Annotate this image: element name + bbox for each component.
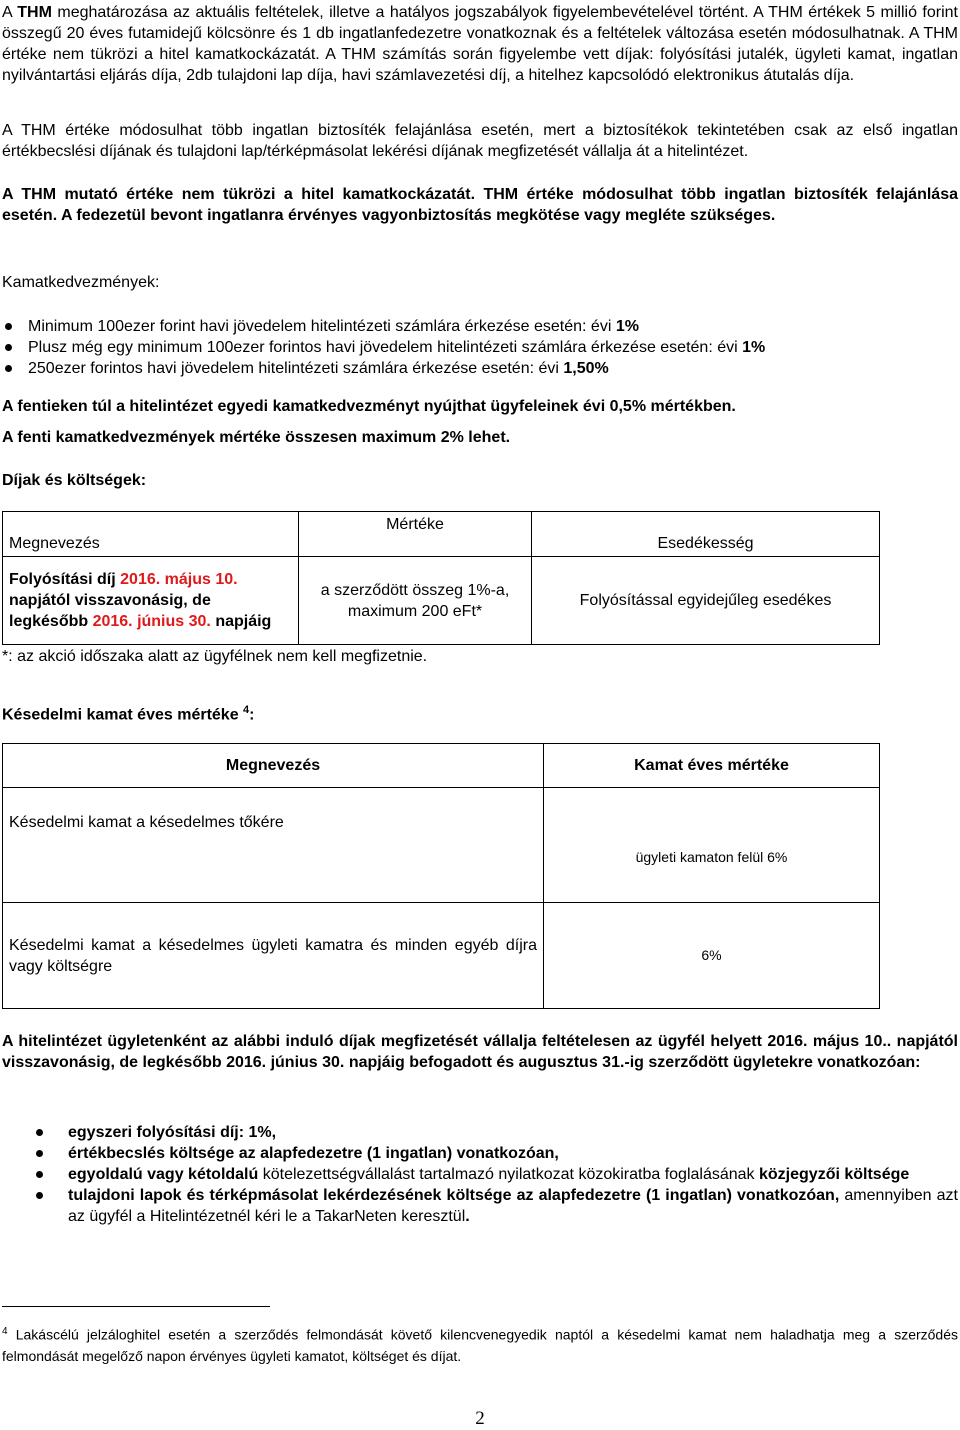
fees-heading: Díjak és költségek: <box>2 472 147 489</box>
list-item: tulajdoni lapok és térképmásolat lekérdezésének költsége az alapfedezetre (1 ingatlan) vonatkozóan, amennyiben azt az ügyfél a Hitelintézetnél kéri le a TakarNeten keresztül. <box>2 1185 958 1227</box>
table-row <box>3 903 880 1009</box>
list-item: Minimum 100ezer forint havi jövedelem hitelintézeti számlára érkezése esetén: évi 1% <box>2 316 958 337</box>
table-row <box>3 557 880 645</box>
footnote-divider <box>2 1306 270 1307</box>
table-header-row <box>3 512 880 557</box>
fee-due-cell: Folyósítással egyidejűleg esedékes <box>532 557 880 645</box>
list-item: értékbecslés költsége az alapfedezetre (1 ingatlan) vonatkozóan, <box>2 1143 958 1164</box>
bank-pays-list <box>2 1122 958 1227</box>
discount-note-maximum: A fenti kamatkedvezmények mértéke összesen maximum 2% lehet. <box>2 429 511 446</box>
thm-paragraph: A THM meghatározása az aktuális feltételek, illetve a hatályos jogszabályok figyelembevételével történt. A THM értékek 5 millió forint összegű 20 éves futamidejű kölcsönre és 1 db ingatlanfedezetre vonatkoznak és a feltételek változása esetén módosulhatnak. A THM értéke nem tükrözi a hitel kamatkockázatát. A THM számítás során figyelembe vett díjak: folyósítási jutalék, ügyleti kamat, ingatlan nyilvántartási eljárás díja, 2db tulajdoni lap díja, havi számlavezetési díj, a hitelhez kapcsolódó elektronikus átutalás díja. <box>2 4 958 84</box>
column-header-name: Megnevezés <box>3 512 299 557</box>
fee-rate-cell: a szerződött összeg 1%-a, maximum 200 eFt* <box>299 557 532 645</box>
fees-footnote: *: az akció időszaka alatt az ügyfélnek nem kell megfizetnie. <box>2 648 428 665</box>
late-name-cell: Késedelmi kamat a késedelmes tőkére <box>3 788 544 903</box>
late-interest-table <box>2 743 880 1009</box>
bank-pays-intro: A hitelintézet ügyletenként az alábbi induló díjak megfizetését vállalja feltételesen az ügyfél helyett 2016. május 10.. napjától visszavonásig, de legkésőbb 2016. június 30. napjáig befogadott és augusztus 31.-ig szerződött ügyletekre vonatkozóan: <box>2 1033 958 1071</box>
list-item: Plusz még egy minimum 100ezer forintos havi jövedelem hitelintézeti számlára érkezése esetén: évi 1% <box>2 337 958 358</box>
column-header-rate: Kamat éves mértéke <box>544 744 880 788</box>
thm-bold-notice: A THM mutató értéke nem tükrözi a hitel kamatkockázatát. THM értéke módosulhat több ingatlan biztosíték felajánlása esetén. A fedezetül bevont ingatlanra érvényes vagyonbiztosítás megkötése vagy megléte szükséges. <box>2 186 958 224</box>
late-interest-heading: Késedelmi kamat éves mértéke $^4$: <box>2 704 255 724</box>
fees-table <box>2 511 880 645</box>
column-header-due: Esedékesség <box>532 512 880 557</box>
discounts-heading: Kamatkedvezmények: <box>2 274 160 291</box>
discount-note-individual: A fentieken túl a hitelintézet egyedi kamatkedvezményt nyújthat ügyfeleinek évi 0,5% mértékben. <box>2 398 736 415</box>
footnote-4: $^4$ Lakáscélú jelzáloghitel esetén a szerződés felmondását követő kilencvenegyedik naptól a késedelmi kamat nem haladhatja meg a szerződés felmondását megelőző napon érvényes ügyleti kamatot, költséget és díjat. <box>2 1326 958 1364</box>
list-item: 250ezer forintos havi jövedelem hitelintézeti számlára érkezése esetén: évi 1,50% <box>2 358 958 379</box>
page-number: 2 <box>475 1408 485 1429</box>
fee-name-cell: Folyósítási díj 2016. május 10. napjától visszavonásig, de legkésőbb 2016. június 30. napjáig <box>3 557 299 645</box>
list-item: egyszeri folyósítási díj: 1%, <box>2 1122 958 1143</box>
table-header-row <box>3 744 880 788</box>
table-row <box>3 788 880 903</box>
late-rate-cell: ügyleti kamaton felül 6% <box>544 788 880 903</box>
column-header-name: Megnevezés <box>3 744 544 788</box>
discounts-list <box>2 316 958 379</box>
late-rate-cell: 6% <box>544 903 880 1009</box>
column-header-rate: Mértéke <box>299 512 532 557</box>
thm-modification-paragraph: A THM értéke módosulhat több ingatlan biztosíték felajánlása esetén, mert a biztosítékok tekintetében csak az első ingatlan értékbecslési díjának és tulajdoni lap/térképmásolat lekérési díjának megfizetését vállalja át a hitelintézet. <box>2 122 958 160</box>
list-item: egyoldalú vagy kétoldalú kötelezettségvállalást tartalmazó nyilatkozat közokiratba foglalásának közjegyzői költsége <box>2 1164 958 1185</box>
late-name-cell: Késedelmi kamat a késedelmes ügyleti kamatra és minden egyéb díjra vagy költségre <box>3 903 544 1009</box>
